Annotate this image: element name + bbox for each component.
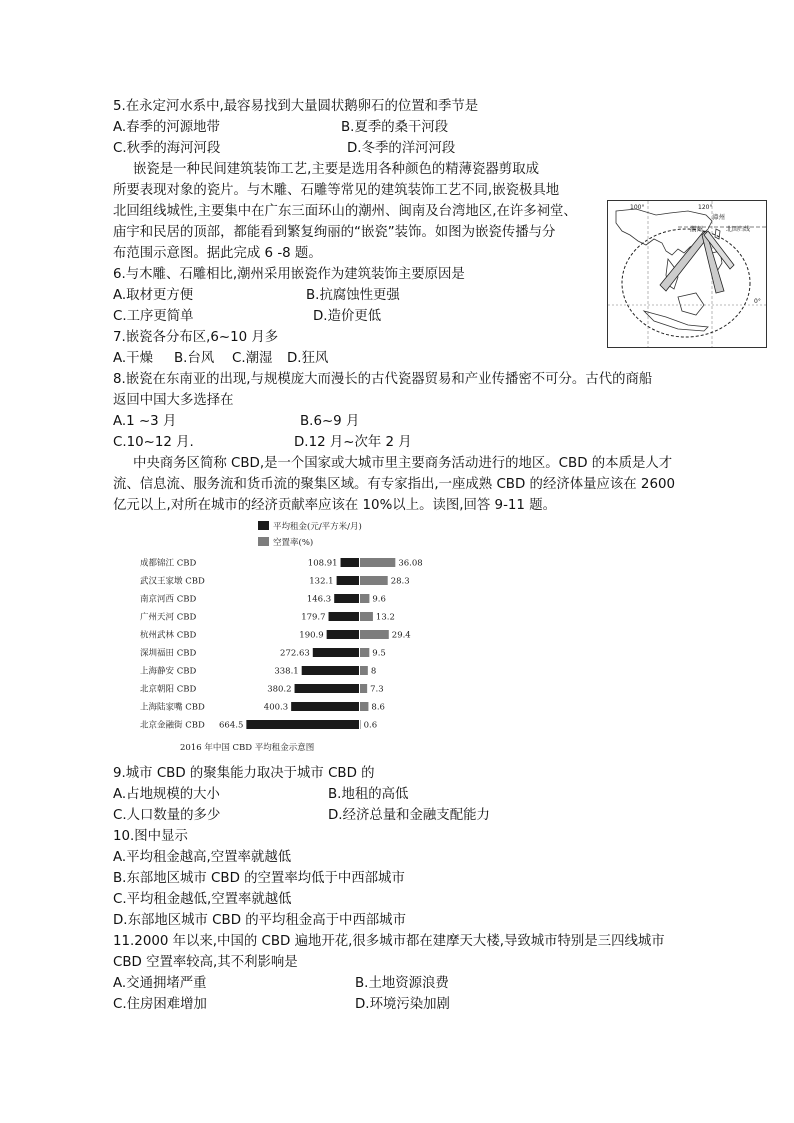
- spread-arrow-sw: [660, 231, 708, 291]
- rent-value-label: 190.9: [299, 630, 324, 641]
- q8-option-d: D.12 月~次年 2 月: [294, 435, 412, 450]
- q11-option-a: A.交通拥堵严重: [113, 976, 207, 991]
- q10-option-b: B.东部地区城市 CBD 的空置率均低于中西部城市: [113, 871, 405, 886]
- vacancy-bar: [360, 720, 361, 729]
- category-label: 成都锦江 CBD: [140, 558, 197, 569]
- rent-bar: [329, 612, 359, 621]
- q7-stem: 7.嵌瓷各分布区,6~10 月多: [113, 330, 279, 345]
- qianci-distribution-map: [607, 200, 767, 348]
- vacancy-value-label: 36.08: [398, 558, 423, 569]
- vacancy-bar: [360, 666, 368, 675]
- vacancy-value-label: 7.3: [370, 684, 384, 695]
- category-label: 上海陆家嘴 CBD: [140, 702, 205, 713]
- legend-swatch-vacancy: [258, 537, 269, 546]
- vacancy-bar: [360, 594, 369, 603]
- vacancy-bar: [360, 576, 388, 585]
- vacancy-bar: [360, 630, 389, 639]
- category-label: 北京朝阳 CBD: [140, 684, 197, 695]
- vacancy-value-label: 28.3: [390, 576, 410, 587]
- vacancy-bar: [360, 612, 373, 621]
- rent-bar: [302, 666, 359, 675]
- legend-rent-label: 平均租金(元/平方米/月): [273, 522, 362, 532]
- q10-option-d: D.东部地区城市 CBD 的平均租金高于中西部城市: [113, 913, 406, 928]
- passage1-line: 所要表现对象的瓷片。与木雕、石雕等常见的建筑装饰工艺不同,嵌瓷极具地: [113, 183, 560, 198]
- passage1-line: 布范围示意图。据此完成 6 -8 题。: [113, 246, 322, 261]
- q6-option-a: A.取材更方便: [113, 288, 194, 303]
- rent-value-label: 272.63: [280, 648, 310, 659]
- cbd-chart-svg: [130, 516, 430, 758]
- rent-bar: [246, 720, 359, 729]
- vacancy-bar: [360, 648, 369, 657]
- zhangzhou-label: 漳州: [712, 213, 725, 221]
- java-outline: [644, 311, 708, 331]
- passage2-line: 流、信息流、服务流和货币流的聚集区域。有专家指出,一座成熟 CBD 的经济体量应该在 2600: [113, 477, 676, 492]
- q11-option-c: C.住房困难增加: [113, 997, 207, 1012]
- q7-option-b: B.台风: [174, 351, 215, 366]
- lon-120-label: 120°: [698, 204, 713, 211]
- q5-option-c: C.秋季的海河河段: [113, 141, 221, 156]
- rent-value-label: 380.2: [267, 684, 292, 695]
- q10-option-a: A.平均租金越高,空置率就越低: [113, 850, 292, 865]
- rent-value-label: 108.91: [307, 558, 338, 569]
- rent-bar: [295, 684, 359, 693]
- tropic-label: 北回归线: [726, 226, 751, 233]
- q8-stem-line: 8.嵌瓷在东南亚的出现,与规模庞大而漫长的古代瓷器贸易和产业传播密不可分。古代的商船: [113, 372, 653, 387]
- q5-stem: 5.在永定河水系中,最容易找到大量圆状鹅卵石的位置和季节是: [113, 99, 479, 114]
- vacancy-bar: [360, 684, 367, 693]
- q11-option-d: D.环境污染加剧: [355, 997, 450, 1012]
- q9-option-d: D.经济总量和金融支配能力: [328, 808, 490, 823]
- q6-stem: 6.与木雕、石雕相比,潮州采用嵌瓷作为建筑装饰主要原因是: [113, 267, 465, 282]
- vacancy-bar: [360, 558, 395, 567]
- cbd-rent-chart: [130, 516, 430, 758]
- category-label: 北京金融街 CBD: [140, 720, 205, 731]
- category-label: 南京河西 CBD: [140, 594, 197, 605]
- vacancy-value-label: 8.6: [371, 702, 385, 713]
- borneo-outline: [678, 293, 704, 315]
- q10-option-c: C.平均租金越低,空置率就越低: [113, 892, 292, 907]
- vacancy-value-label: 0.6: [363, 720, 378, 731]
- q5-option-d: D.冬季的洋河河段: [347, 141, 456, 156]
- bars-group: [140, 558, 423, 731]
- vacancy-value-label: 29.4: [391, 630, 411, 641]
- q8-option-c: C.10~12 月.: [113, 435, 194, 450]
- q10-stem: 10.图中显示: [113, 829, 188, 844]
- q6-option-c: C.工序更简单: [113, 309, 194, 324]
- vacancy-value-label: 9.5: [372, 648, 386, 659]
- q7-option-a: A.干燥: [113, 351, 153, 366]
- category-label: 武汉王家墩 CBD: [140, 576, 205, 587]
- category-label: 杭州武林 CBD: [140, 630, 197, 641]
- category-label: 上海静安 CBD: [140, 666, 197, 677]
- category-label: 深圳福田 CBD: [140, 648, 197, 659]
- q8-option-a: A.1 ~3 月: [113, 414, 177, 429]
- chart-title: 2016 年中国 CBD 平均租金示意图: [180, 743, 315, 753]
- q7-option-c: C.潮湿: [232, 351, 273, 366]
- passage1-line: 庙宇和民居的顶部，都能看到繁复绚丽的“嵌瓷”装饰。如图为嵌瓷传播与分: [113, 225, 556, 240]
- q7-option-d: D.狂风: [287, 351, 329, 366]
- category-label: 广州天河 CBD: [140, 612, 197, 623]
- q6-option-d: D.造价更低: [313, 309, 382, 324]
- legend-vacancy-label: 空置率(%): [273, 538, 314, 548]
- rent-value-label: 146.3: [306, 594, 332, 605]
- q11-stem-line: CBD 空置率较高,其不利影响是: [113, 955, 298, 970]
- q9-stem: 9.城市 CBD 的聚集能力取决于城市 CBD 的: [113, 766, 375, 781]
- q8-stem-line: 返回中国大多选择在: [113, 393, 234, 408]
- q6-option-b: B.抗腐蚀性更强: [306, 288, 400, 303]
- q5-option-a: A.春季的河源地带: [113, 120, 220, 135]
- rent-bar: [341, 558, 359, 567]
- rent-bar: [327, 630, 359, 639]
- q8-option-b: B.6~9 月: [300, 414, 360, 429]
- rent-value-label: 400.3: [263, 702, 289, 713]
- rent-value-label: 664.5: [219, 720, 244, 731]
- lon-100-label: 100°: [630, 204, 645, 211]
- passage1-line: 北回组线城性,主要集中在广东三面环山的潮州、闽南及台湾地区,在许多祠堂、: [113, 204, 577, 219]
- passage2-line: 中央商务区简称 CBD,是一个国家或大城市里主要商务活动进行的地区。CBD 的本质是人才: [133, 456, 673, 471]
- vacancy-value-label: 8: [370, 666, 377, 677]
- q5-option-b: B.夏季的桑干河段: [341, 120, 449, 135]
- vacancy-value-label: 13.2: [375, 612, 395, 623]
- legend-swatch-rent: [258, 521, 269, 530]
- rent-value-label: 179.7: [301, 612, 326, 623]
- rent-bar: [334, 594, 359, 603]
- q9-option-a: A.占地规模的大小: [113, 787, 220, 802]
- q9-option-b: B.地租的高低: [328, 787, 409, 802]
- vacancy-value-label: 9.6: [372, 594, 386, 605]
- equator-label: 0°: [754, 298, 761, 305]
- chaozhou-label: 潮州: [690, 225, 703, 233]
- passage2-line: 亿元以上,对所在城市的经济贡献率应该在 10%以上。读图,回答 9-11 题。: [113, 498, 556, 513]
- rent-bar: [291, 702, 359, 711]
- passage1-line: 嵌瓷是一种民间建筑装饰工艺,主要是选用各种颜色的精薄瓷器剪取成: [133, 162, 539, 177]
- q9-option-c: C.人口数量的多少: [113, 808, 221, 823]
- rent-bar: [337, 576, 359, 585]
- q11-stem-line: 11.2000 年以来,中国的 CBD 遍地开花,很多城市都在建摩天大楼,导致城市特别是三四线城市: [113, 934, 665, 949]
- rent-value-label: 338.1: [274, 666, 299, 677]
- map-svg: [608, 201, 766, 347]
- distribution-range-ellipse: [622, 229, 750, 337]
- vacancy-bar: [360, 702, 368, 711]
- rent-bar: [313, 648, 359, 657]
- rent-value-label: 132.1: [309, 576, 334, 587]
- taiwan-outline: [715, 229, 720, 239]
- q11-option-b: B.土地资源浪费: [355, 976, 449, 991]
